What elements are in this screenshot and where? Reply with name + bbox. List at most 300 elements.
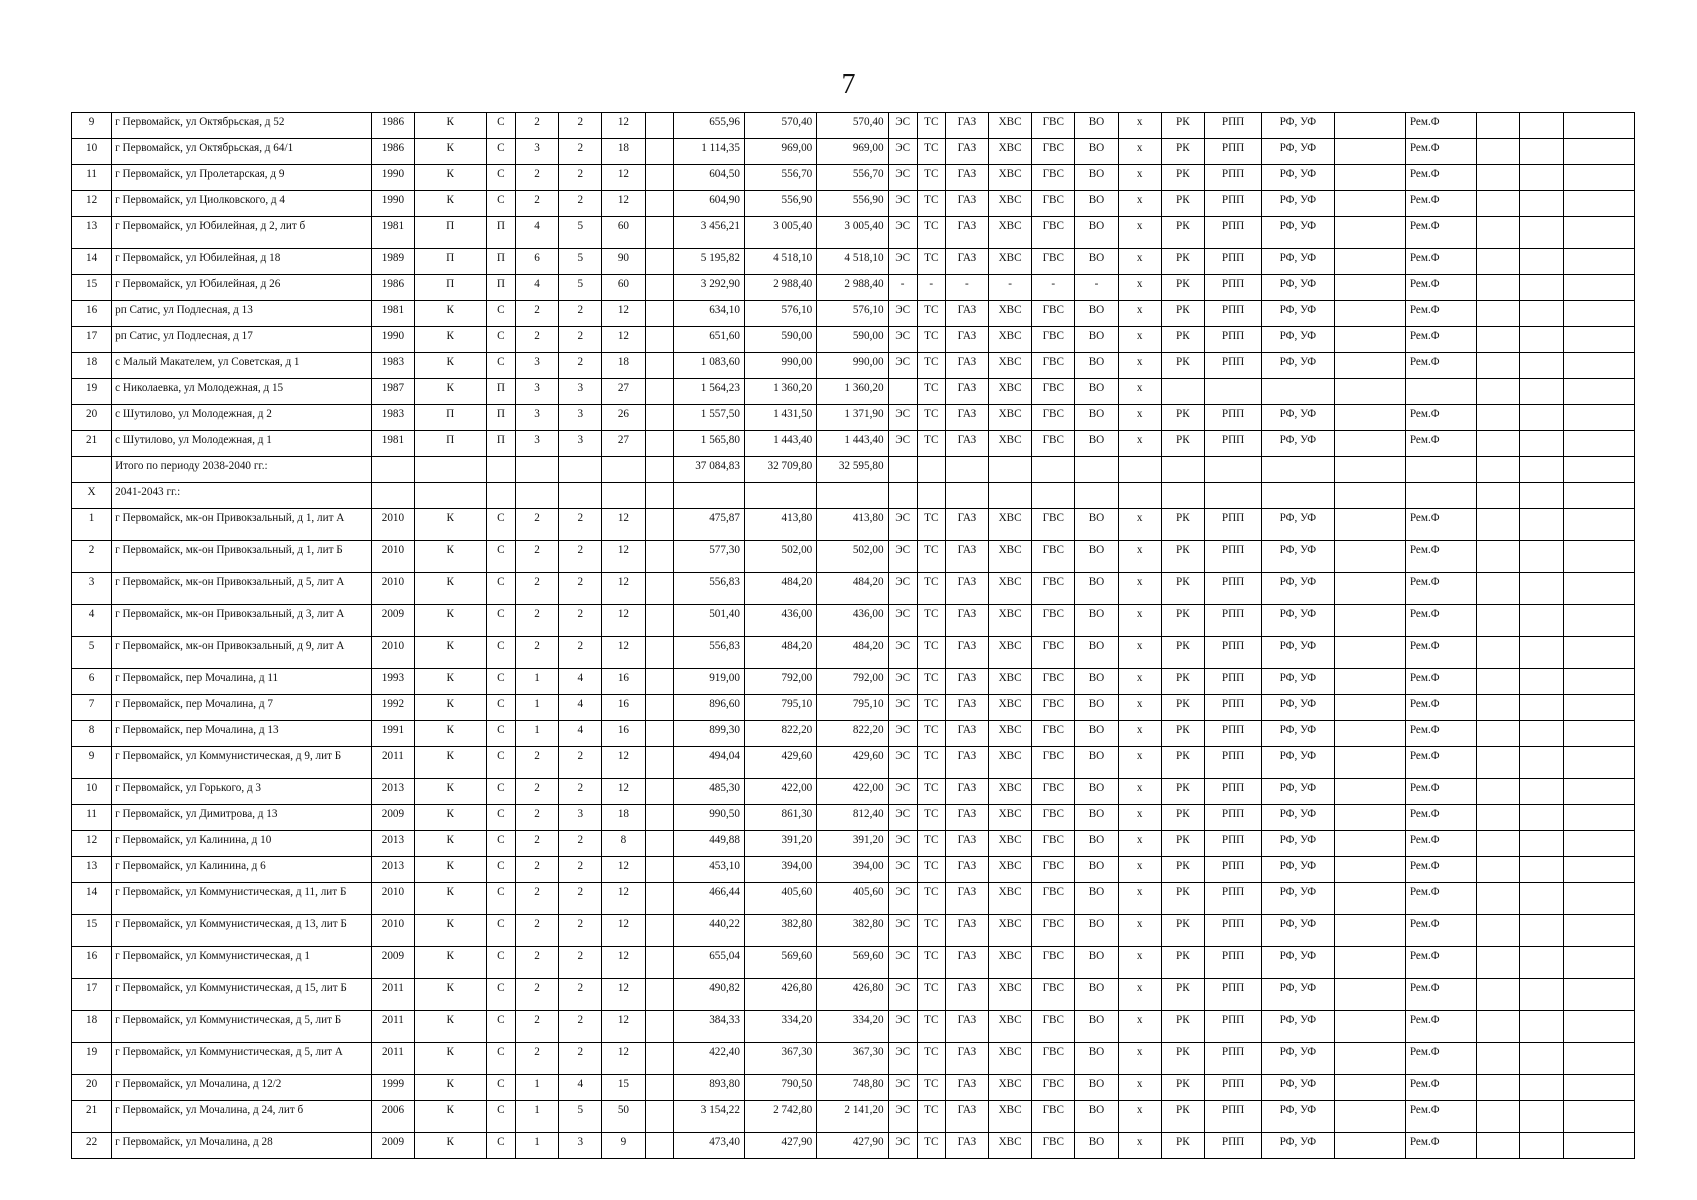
- cell-hot-water: ГВС: [1032, 979, 1075, 1011]
- cell-empty: [1520, 883, 1563, 915]
- cell-row-number: 7: [72, 695, 112, 721]
- cell-empty: [1520, 431, 1563, 457]
- cell-roof-type: С: [486, 857, 515, 883]
- cell-empty: [1334, 669, 1405, 695]
- cell-x-mark: х: [1118, 979, 1161, 1011]
- cell-empty: [1334, 217, 1405, 249]
- cell-basement-repair: РПП: [1204, 353, 1261, 379]
- cell-hot-water: ГВС: [1032, 947, 1075, 979]
- table-row: [72, 1075, 1635, 1101]
- cell-cold-water: ХВС: [989, 1133, 1032, 1159]
- cell-empty: [1563, 695, 1634, 721]
- cell-facade-repair: РФ, УФ: [1262, 721, 1334, 747]
- cell-facade-repair: РФ, УФ: [1262, 883, 1334, 915]
- cell-sewerage: -: [1075, 275, 1118, 301]
- cell-living-area: 576,10: [744, 301, 816, 327]
- cell-entrances: 4: [559, 695, 602, 721]
- cell-cold-water: ХВС: [989, 249, 1032, 275]
- cell-basement-repair: РПП: [1204, 1075, 1261, 1101]
- cell-facade-repair: РФ, УФ: [1262, 1133, 1334, 1159]
- cell-empty: [1520, 637, 1563, 669]
- cell-empty: [1477, 217, 1520, 249]
- cell-hot-water: -: [1032, 275, 1075, 301]
- cell-x-mark: [1118, 483, 1161, 509]
- cell-row-number: 15: [72, 275, 112, 301]
- cell-hot-water: ГВС: [1032, 805, 1075, 831]
- table-row: [72, 779, 1635, 805]
- cell-roof-type: С: [486, 805, 515, 831]
- cell-hot-water: ГВС: [1032, 353, 1075, 379]
- cell-living-area: [744, 483, 816, 509]
- cell-cold-water: ХВС: [989, 1043, 1032, 1075]
- cell-living-area: 4 518,10: [744, 249, 816, 275]
- cell-row-number: 22: [72, 1133, 112, 1159]
- cell-cold-water: ХВС: [989, 883, 1032, 915]
- cell-residential-area: 1 443,40: [817, 431, 888, 457]
- cell-address: 2041-2043 гг.:: [112, 483, 372, 509]
- cell-empty: [1563, 431, 1634, 457]
- cell-basement-repair: РПП: [1204, 695, 1261, 721]
- cell-floors: 2: [515, 947, 558, 979]
- cell-wall-material: К: [414, 979, 486, 1011]
- cell-apartments: 26: [602, 405, 645, 431]
- table-row: [72, 721, 1635, 747]
- cell-total-area: 3 154,22: [673, 1101, 744, 1133]
- table-row: [72, 275, 1635, 301]
- cell-entrances: 2: [559, 139, 602, 165]
- cell-apartments: [602, 457, 645, 483]
- cell-roof-type: С: [486, 1043, 515, 1075]
- cell-address: г Первомайск, ул Коммунистическая, д 15, лит Б: [112, 979, 372, 1011]
- cell-hot-water: ГВС: [1032, 165, 1075, 191]
- cell-heat-supply: ТС: [917, 747, 945, 779]
- cell-heat-supply: ТС: [917, 947, 945, 979]
- cell-empty: [1477, 249, 1520, 275]
- cell-hot-water: ГВС: [1032, 217, 1075, 249]
- cell-residential-area: 422,00: [817, 779, 888, 805]
- cell-facade-repair: РФ, УФ: [1262, 915, 1334, 947]
- cell-cold-water: -: [989, 275, 1032, 301]
- cell-wall-material: К: [414, 915, 486, 947]
- cell-year-built: 1990: [372, 165, 414, 191]
- cell-electric-supply: ЭС: [888, 669, 917, 695]
- cell-heat-supply: ТС: [917, 637, 945, 669]
- cell-year-built: 2009: [372, 805, 414, 831]
- cell-roof-repair: РК: [1161, 1043, 1204, 1075]
- cell-roof-repair: РК: [1161, 857, 1204, 883]
- cell-heat-supply: ТС: [917, 379, 945, 405]
- cell-year-built: 2011: [372, 1043, 414, 1075]
- cell-row-number: 12: [72, 831, 112, 857]
- table-row: [72, 695, 1635, 721]
- cell-roof-type: С: [486, 695, 515, 721]
- cell-empty: [645, 217, 673, 249]
- cell-gas-supply: ГАЗ: [945, 1043, 988, 1075]
- cell-basement-repair: РПП: [1204, 915, 1261, 947]
- cell-facade-repair: РФ, УФ: [1262, 353, 1334, 379]
- cell-wall-material: К: [414, 747, 486, 779]
- cell-basement-repair: РПП: [1204, 191, 1261, 217]
- cell-empty: [1520, 1075, 1563, 1101]
- cell-year-built: 2013: [372, 857, 414, 883]
- table-row: [72, 165, 1635, 191]
- cell-empty: [1563, 721, 1634, 747]
- cell-empty: [1520, 805, 1563, 831]
- cell-empty: [1334, 721, 1405, 747]
- table-row: [72, 857, 1635, 883]
- cell-empty: [645, 509, 673, 541]
- cell-roof-type: С: [486, 573, 515, 605]
- cell-living-area: 569,60: [744, 947, 816, 979]
- cell-facade-repair: РФ, УФ: [1262, 1101, 1334, 1133]
- cell-empty: [1520, 573, 1563, 605]
- cell-residential-area: 576,10: [817, 301, 888, 327]
- cell-year-built: 1987: [372, 379, 414, 405]
- cell-apartments: 18: [602, 139, 645, 165]
- cell-empty: [645, 1075, 673, 1101]
- cell-empty: [1477, 165, 1520, 191]
- cell-roof-repair: РК: [1161, 947, 1204, 979]
- cell-empty: [1334, 605, 1405, 637]
- cell-living-area: 367,30: [744, 1043, 816, 1075]
- cell-empty: [1334, 327, 1405, 353]
- cell-wall-material: К: [414, 1075, 486, 1101]
- cell-x-mark: х: [1118, 1043, 1161, 1075]
- cell-empty: [1563, 1011, 1634, 1043]
- cell-cold-water: [989, 457, 1032, 483]
- cell-heat-supply: ТС: [917, 1043, 945, 1075]
- cell-roof-type: С: [486, 947, 515, 979]
- cell-empty: [1334, 301, 1405, 327]
- cell-residential-area: 969,00: [817, 139, 888, 165]
- cell-total-area: 501,40: [673, 605, 744, 637]
- cell-gas-supply: ГАЗ: [945, 831, 988, 857]
- table-row: [72, 637, 1635, 669]
- cell-empty: [1334, 573, 1405, 605]
- cell-wall-material: К: [414, 605, 486, 637]
- cell-hot-water: ГВС: [1032, 637, 1075, 669]
- cell-entrances: 2: [559, 113, 602, 139]
- cell-facade-repair: РФ, УФ: [1262, 695, 1334, 721]
- cell-repair-fund: Рем.Ф: [1405, 721, 1476, 747]
- cell-cold-water: ХВС: [989, 1075, 1032, 1101]
- cell-floors: 3: [515, 405, 558, 431]
- cell-floors: 2: [515, 301, 558, 327]
- cell-empty: [1520, 379, 1563, 405]
- cell-row-number: 21: [72, 1101, 112, 1133]
- cell-address: г Первомайск, ул Мочалина, д 28: [112, 1133, 372, 1159]
- cell-empty: [1334, 191, 1405, 217]
- cell-row-number: 16: [72, 301, 112, 327]
- cell-roof-type: [486, 483, 515, 509]
- cell-repair-fund: Рем.Ф: [1405, 139, 1476, 165]
- cell-entrances: 5: [559, 275, 602, 301]
- cell-address: г Первомайск, ул Коммунистическая, д 5, лит Б: [112, 1011, 372, 1043]
- cell-cold-water: ХВС: [989, 779, 1032, 805]
- cell-electric-supply: ЭС: [888, 1043, 917, 1075]
- cell-electric-supply: ЭС: [888, 857, 917, 883]
- cell-year-built: 1991: [372, 721, 414, 747]
- cell-floors: 1: [515, 721, 558, 747]
- cell-empty: [1520, 191, 1563, 217]
- cell-row-number: 11: [72, 805, 112, 831]
- cell-empty: [1477, 857, 1520, 883]
- cell-sewerage: ВО: [1075, 405, 1118, 431]
- cell-gas-supply: ГАЗ: [945, 779, 988, 805]
- cell-living-area: 822,20: [744, 721, 816, 747]
- cell-cold-water: ХВС: [989, 217, 1032, 249]
- cell-electric-supply: ЭС: [888, 721, 917, 747]
- cell-gas-supply: ГАЗ: [945, 695, 988, 721]
- cell-cold-water: ХВС: [989, 431, 1032, 457]
- cell-living-area: 590,00: [744, 327, 816, 353]
- table-row: [72, 947, 1635, 979]
- cell-residential-area: 429,60: [817, 747, 888, 779]
- cell-roof-type: П: [486, 379, 515, 405]
- cell-roof-type: С: [486, 883, 515, 915]
- cell-address: г Первомайск, ул Циолковского, д 4: [112, 191, 372, 217]
- cell-empty: [1334, 457, 1405, 483]
- cell-hot-water: ГВС: [1032, 405, 1075, 431]
- cell-wall-material: К: [414, 831, 486, 857]
- cell-wall-material: [414, 483, 486, 509]
- cell-year-built: 1981: [372, 301, 414, 327]
- cell-electric-supply: ЭС: [888, 1133, 917, 1159]
- cell-empty: [645, 431, 673, 457]
- cell-address: г Первомайск, ул Октябрьская, д 52: [112, 113, 372, 139]
- cell-living-area: 795,10: [744, 695, 816, 721]
- cell-apartments: 27: [602, 431, 645, 457]
- cell-empty: [1520, 915, 1563, 947]
- cell-residential-area: 413,80: [817, 509, 888, 541]
- cell-wall-material: К: [414, 883, 486, 915]
- cell-empty: [645, 541, 673, 573]
- cell-electric-supply: ЭС: [888, 541, 917, 573]
- cell-residential-area: 334,20: [817, 1011, 888, 1043]
- cell-facade-repair: РФ, УФ: [1262, 405, 1334, 431]
- cell-gas-supply: ГАЗ: [945, 1101, 988, 1133]
- cell-x-mark: х: [1118, 275, 1161, 301]
- cell-sewerage: ВО: [1075, 883, 1118, 915]
- cell-sewerage: ВО: [1075, 301, 1118, 327]
- cell-cold-water: ХВС: [989, 165, 1032, 191]
- cell-floors: 3: [515, 353, 558, 379]
- cell-wall-material: К: [414, 637, 486, 669]
- cell-row-number: 20: [72, 1075, 112, 1101]
- cell-roof-type: С: [486, 191, 515, 217]
- cell-roof-repair: РК: [1161, 1101, 1204, 1133]
- cell-repair-fund: Рем.Ф: [1405, 1133, 1476, 1159]
- cell-sewerage: ВО: [1075, 947, 1118, 979]
- cell-total-area: 475,87: [673, 509, 744, 541]
- cell-cold-water: ХВС: [989, 831, 1032, 857]
- cell-facade-repair: РФ, УФ: [1262, 669, 1334, 695]
- cell-cold-water: ХВС: [989, 721, 1032, 747]
- cell-wall-material: К: [414, 541, 486, 573]
- cell-sewerage: ВО: [1075, 857, 1118, 883]
- cell-empty: [645, 779, 673, 805]
- cell-electric-supply: ЭС: [888, 1075, 917, 1101]
- cell-x-mark: х: [1118, 509, 1161, 541]
- table-row: [72, 509, 1635, 541]
- cell-residential-area: 556,70: [817, 165, 888, 191]
- cell-apartments: 12: [602, 509, 645, 541]
- cell-empty: [1563, 353, 1634, 379]
- cell-empty: [645, 457, 673, 483]
- cell-electric-supply: -: [888, 275, 917, 301]
- cell-empty: [1477, 721, 1520, 747]
- cell-hot-water: ГВС: [1032, 191, 1075, 217]
- cell-total-area: 5 195,82: [673, 249, 744, 275]
- cell-empty: [1520, 139, 1563, 165]
- cell-total-area: 1 114,35: [673, 139, 744, 165]
- cell-empty: [645, 805, 673, 831]
- table-row: [72, 1043, 1635, 1075]
- cell-address: г Первомайск, ул Калинина, д 10: [112, 831, 372, 857]
- cell-empty: [1520, 695, 1563, 721]
- cell-x-mark: х: [1118, 857, 1161, 883]
- cell-x-mark: х: [1118, 695, 1161, 721]
- cell-empty: [1563, 327, 1634, 353]
- cell-facade-repair: РФ, УФ: [1262, 217, 1334, 249]
- cell-x-mark: х: [1118, 1075, 1161, 1101]
- cell-empty: [1563, 747, 1634, 779]
- cell-x-mark: х: [1118, 883, 1161, 915]
- cell-hot-water: ГВС: [1032, 915, 1075, 947]
- cell-empty: [1477, 139, 1520, 165]
- cell-gas-supply: [945, 457, 988, 483]
- cell-year-built: 1992: [372, 695, 414, 721]
- cell-basement-repair: РПП: [1204, 721, 1261, 747]
- cell-basement-repair: РПП: [1204, 979, 1261, 1011]
- cell-wall-material: К: [414, 113, 486, 139]
- cell-sewerage: ВО: [1075, 605, 1118, 637]
- cell-apartments: 16: [602, 669, 645, 695]
- cell-living-area: 861,30: [744, 805, 816, 831]
- table-row: [72, 139, 1635, 165]
- cell-residential-area: 391,20: [817, 831, 888, 857]
- cell-apartments: 16: [602, 695, 645, 721]
- cell-apartments: 12: [602, 857, 645, 883]
- cell-sewerage: ВО: [1075, 831, 1118, 857]
- cell-empty: [1334, 249, 1405, 275]
- cell-roof-repair: РК: [1161, 747, 1204, 779]
- cell-basement-repair: РПП: [1204, 669, 1261, 695]
- cell-hot-water: ГВС: [1032, 113, 1075, 139]
- cell-empty: [1520, 979, 1563, 1011]
- cell-facade-repair: РФ, УФ: [1262, 509, 1334, 541]
- cell-heat-supply: ТС: [917, 301, 945, 327]
- cell-gas-supply: ГАЗ: [945, 947, 988, 979]
- cell-empty: [1520, 857, 1563, 883]
- cell-roof-repair: РК: [1161, 637, 1204, 669]
- cell-gas-supply: ГАЗ: [945, 353, 988, 379]
- cell-address: рп Сатис, ул Подлесная, д 17: [112, 327, 372, 353]
- cell-empty: [1563, 573, 1634, 605]
- cell-sewerage: ВО: [1075, 573, 1118, 605]
- cell-floors: 1: [515, 695, 558, 721]
- cell-living-area: 969,00: [744, 139, 816, 165]
- cell-empty: [1477, 915, 1520, 947]
- cell-empty: [1477, 669, 1520, 695]
- cell-electric-supply: ЭС: [888, 573, 917, 605]
- cell-cold-water: ХВС: [989, 857, 1032, 883]
- cell-entrances: [559, 457, 602, 483]
- cell-residential-area: 748,80: [817, 1075, 888, 1101]
- cell-wall-material: К: [414, 695, 486, 721]
- cell-empty: [1520, 509, 1563, 541]
- cell-address: г Первомайск, ул Калинина, д 6: [112, 857, 372, 883]
- cell-sewerage: ВО: [1075, 509, 1118, 541]
- cell-year-built: [372, 483, 414, 509]
- cell-floors: 2: [515, 805, 558, 831]
- cell-floors: 2: [515, 979, 558, 1011]
- cell-facade-repair: [1262, 457, 1334, 483]
- cell-address: г Первомайск, ул Коммунистическая, д 5, лит А: [112, 1043, 372, 1075]
- table-row: [72, 883, 1635, 915]
- cell-empty: [1477, 405, 1520, 431]
- cell-heat-supply: ТС: [917, 1075, 945, 1101]
- cell-living-area: 413,80: [744, 509, 816, 541]
- cell-empty: [1520, 327, 1563, 353]
- cell-floors: 2: [515, 191, 558, 217]
- cell-empty: [645, 275, 673, 301]
- cell-apartments: [602, 483, 645, 509]
- cell-empty: [1477, 1101, 1520, 1133]
- cell-facade-repair: РФ, УФ: [1262, 249, 1334, 275]
- cell-heat-supply: ТС: [917, 113, 945, 139]
- cell-heat-supply: ТС: [917, 573, 945, 605]
- cell-empty: [1563, 217, 1634, 249]
- cell-living-area: 382,80: [744, 915, 816, 947]
- cell-living-area: 1 431,50: [744, 405, 816, 431]
- cell-entrances: 2: [559, 979, 602, 1011]
- cell-empty: [1563, 1101, 1634, 1133]
- cell-repair-fund: Рем.Ф: [1405, 947, 1476, 979]
- cell-living-area: 426,80: [744, 979, 816, 1011]
- cell-roof-repair: [1161, 457, 1204, 483]
- cell-empty: [1477, 883, 1520, 915]
- cell-row-number: 9: [72, 113, 112, 139]
- cell-electric-supply: ЭС: [888, 113, 917, 139]
- cell-roof-type: С: [486, 605, 515, 637]
- cell-living-area: 484,20: [744, 573, 816, 605]
- cell-electric-supply: ЭС: [888, 805, 917, 831]
- cell-facade-repair: РФ, УФ: [1262, 1011, 1334, 1043]
- table-row: [72, 831, 1635, 857]
- cell-heat-supply: ТС: [917, 509, 945, 541]
- cell-year-built: 2010: [372, 573, 414, 605]
- cell-basement-repair: РПП: [1204, 637, 1261, 669]
- cell-total-area: 893,80: [673, 1075, 744, 1101]
- cell-electric-supply: [888, 379, 917, 405]
- cell-address: г Первомайск, ул Юбилейная, д 18: [112, 249, 372, 275]
- cell-row-number: 19: [72, 379, 112, 405]
- cell-electric-supply: ЭС: [888, 831, 917, 857]
- cell-empty: [1520, 249, 1563, 275]
- cell-living-area: 394,00: [744, 857, 816, 883]
- cell-empty: [1477, 483, 1520, 509]
- cell-heat-supply: ТС: [917, 695, 945, 721]
- cell-wall-material: К: [414, 327, 486, 353]
- cell-facade-repair: РФ, УФ: [1262, 947, 1334, 979]
- cell-entrances: 2: [559, 605, 602, 637]
- cell-empty: [645, 637, 673, 669]
- cell-sewerage: ВО: [1075, 327, 1118, 353]
- cell-cold-water: ХВС: [989, 509, 1032, 541]
- cell-living-area: 1 360,20: [744, 379, 816, 405]
- cell-residential-area: 3 005,40: [817, 217, 888, 249]
